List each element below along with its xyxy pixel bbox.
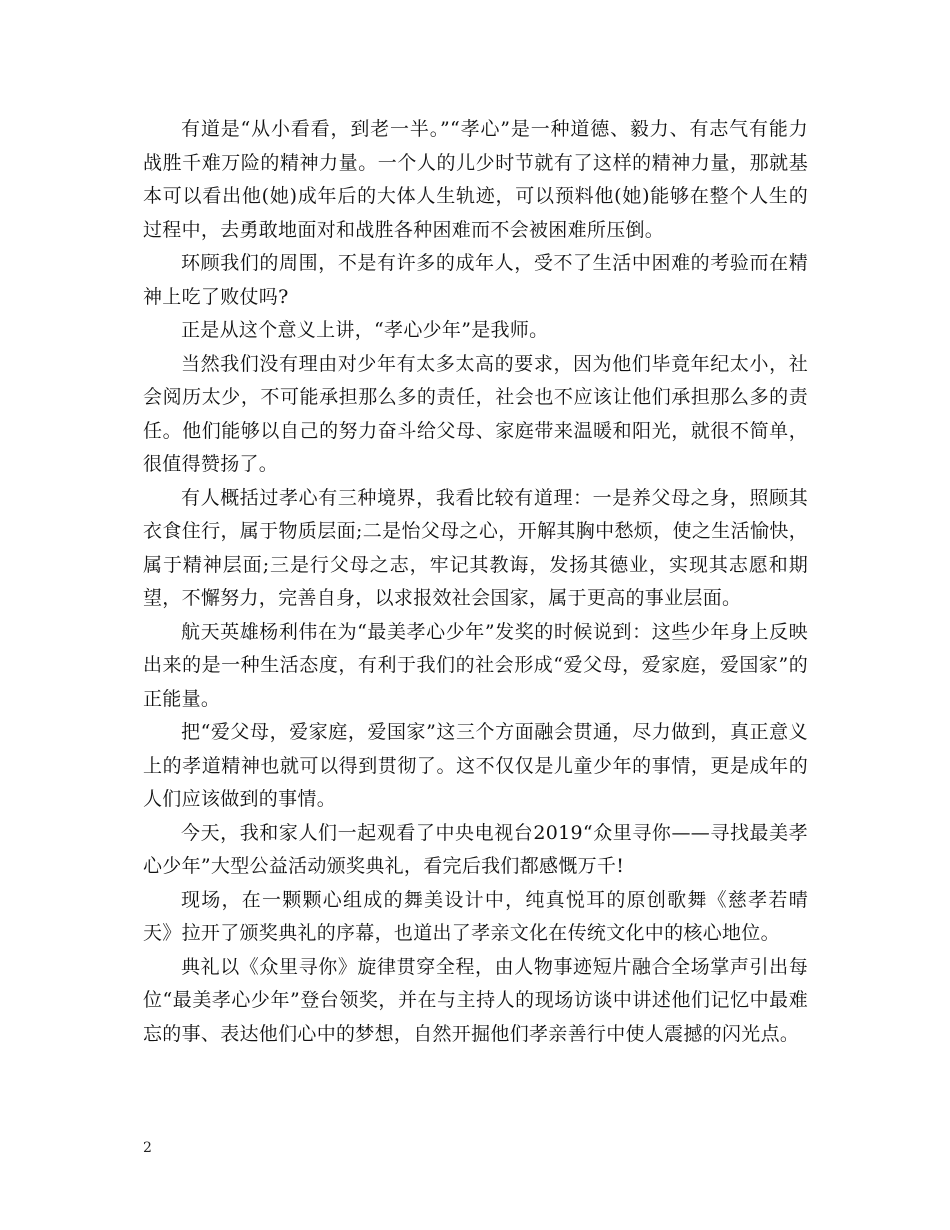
paragraph-1: 有道是“从小看看，到老一半。”“孝心”是一种道德、毅力、有志气有能力战胜千难万险的精神力量。一个人的儿少时节就有了这样的精神力量，那就基本可以看出他(她)成年后的大体人生轨迹，可以预料他(她)能够在整个人生的过程中，去勇敢地面对和战胜各种困难而不会被困难所压倒。 — [143, 118, 808, 241]
paragraph-10: 典礼以《众里寻你》旋律贯穿全程，由人物事迹短片融合全场掌声引出每位“最美孝心少年”登台领奖，并在与主持人的现场访谈中讲述他们记忆中最难忘的事、表达他们心中的梦想，自然开掘他们孝亲善行中使人震撼的闪光点。 — [143, 955, 808, 1045]
body-text — [143, 113, 808, 1051]
paragraph-3: 正是从这个意义上讲，“孝心少年”是我师。 — [181, 319, 549, 341]
paragraph-2: 环顾我们的周围，不是有许多的成年人，受不了生活中困难的考验而在精神上吃了败仗吗? — [143, 252, 808, 308]
paragraph-7: 把“爱父母，爱家庭，爱国家”这三个方面融会贯通，尽力做到，真正意义上的孝道精神也就可以得到贯彻了。这不仅仅是儿童少年的事情，更是成年的人们应该做到的事情。 — [143, 721, 808, 810]
page-number: 2 — [143, 1140, 152, 1156]
paragraph-4: 当然我们没有理由对少年有太多太高的要求，因为他们毕竟年纪太小，社会阅历太少，不可能承担那么多的责任，社会也不应该让他们承担那么多的责任。他们能够以自己的努力奋斗给父母、家庭带来温暖和阳光，就很不简单，很值得赞扬了。 — [143, 352, 808, 475]
paragraph-8: 今天，我和家人们一起观看了中央电视台2019“众里寻你——寻找最美孝心少年”大型公益活动颁奖典礼，看完后我们都感慨万千! — [143, 821, 808, 877]
paragraph-6: 航天英雄杨利伟在为“最美孝心少年”发奖的时候说到：这些少年身上反映出来的是一种生活态度，有利于我们的社会形成“爱父母，爱家庭，爱国家”的正能量。 — [143, 620, 808, 710]
paragraph-9: 现场，在一颗颗心组成的舞美设计中，纯真悦耳的原创歌舞《慈孝若晴天》拉开了颁奖典礼的序幕，也道出了孝亲文化在传统文化中的核心地位。 — [143, 888, 808, 944]
paragraph-5: 有人概括过孝心有三种境界，我看比较有道理：一是养父母之身，照顾其衣食住行，属于物质层面;二是怡父母之心，开解其胸中愁烦，使之生活愉快，属于精神层面;三是行父母之志，牢记其教诲，发扬其德业，实现其志愿和期望，不懈努力，完善自身，以求报效社会国家，属于更高的事业层面。 — [143, 486, 808, 609]
